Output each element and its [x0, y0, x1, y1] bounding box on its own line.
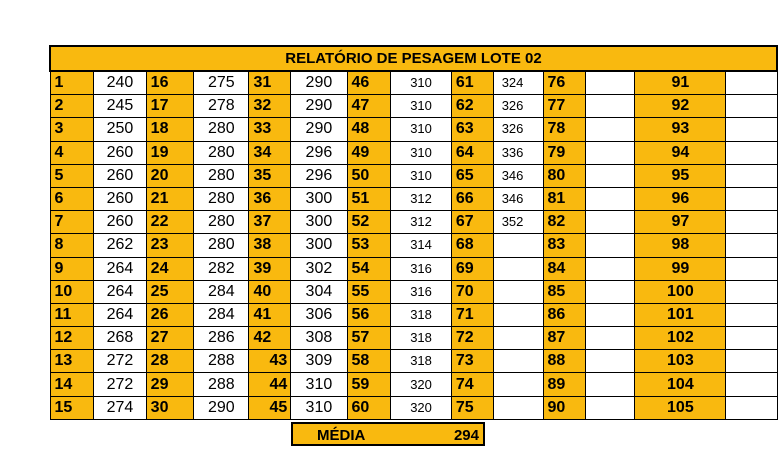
- lot-number-cell: 3: [50, 118, 94, 141]
- lot-number-cell: 63: [451, 118, 493, 141]
- lot-number-cell: 65: [451, 164, 493, 187]
- weight-cell: [493, 280, 543, 303]
- weight-cell: [586, 164, 635, 187]
- weight-cell: 288: [194, 373, 249, 396]
- lot-number-cell: 90: [543, 396, 586, 419]
- lot-number-cell: 72: [451, 327, 493, 350]
- lot-number-cell: 8: [50, 234, 94, 257]
- weight-cell: 260: [94, 164, 146, 187]
- lot-number-cell: 84: [543, 257, 586, 280]
- lot-number-cell: 85: [543, 280, 586, 303]
- weight-cell: 352: [493, 211, 543, 234]
- table-row: [50, 350, 777, 373]
- weight-cell: [586, 187, 635, 210]
- weight-cell: [726, 396, 777, 419]
- weight-cell: 264: [94, 280, 146, 303]
- lot-number-cell: 98: [635, 234, 726, 257]
- average-value: 294: [453, 427, 479, 444]
- lot-number-cell: 1: [50, 71, 94, 95]
- weight-cell: [493, 327, 543, 350]
- lot-number-cell: 81: [543, 187, 586, 210]
- lot-number-cell: 34: [249, 141, 291, 164]
- weight-cell: [586, 257, 635, 280]
- lot-number-cell: 54: [347, 257, 391, 280]
- report-body: [50, 71, 777, 419]
- table-row: [50, 327, 777, 350]
- weight-cell: 346: [493, 187, 543, 210]
- weight-cell: 310: [391, 95, 452, 118]
- lot-number-cell: 60: [347, 396, 391, 419]
- weight-cell: 326: [493, 95, 543, 118]
- lot-number-cell: 25: [146, 280, 193, 303]
- lot-number-cell: 39: [249, 257, 291, 280]
- lot-number-cell: 75: [451, 396, 493, 419]
- lot-number-cell: 76: [543, 71, 586, 95]
- lot-number-cell: 23: [146, 234, 193, 257]
- weight-cell: 310: [391, 118, 452, 141]
- lot-number-cell: 93: [635, 118, 726, 141]
- weight-cell: 288: [194, 350, 249, 373]
- table-row: [50, 71, 777, 95]
- weight-cell: [726, 327, 777, 350]
- weight-cell: [586, 95, 635, 118]
- lot-number-cell: 50: [347, 164, 391, 187]
- weight-cell: [586, 327, 635, 350]
- weight-cell: [726, 280, 777, 303]
- lot-number-cell: 46: [347, 71, 391, 95]
- weight-cell: 282: [194, 257, 249, 280]
- lot-number-cell: 62: [451, 95, 493, 118]
- table-row: [50, 257, 777, 280]
- lot-number-cell: 57: [347, 327, 391, 350]
- weight-cell: 320: [391, 396, 452, 419]
- weight-cell: [586, 118, 635, 141]
- weight-cell: 318: [391, 350, 452, 373]
- lot-number-cell: 27: [146, 327, 193, 350]
- weight-cell: [493, 257, 543, 280]
- weight-cell: 268: [94, 327, 146, 350]
- table-row: [50, 303, 777, 326]
- weight-cell: [586, 71, 635, 95]
- lot-number-cell: 94: [635, 141, 726, 164]
- weight-cell: [493, 373, 543, 396]
- table-row: [50, 187, 777, 210]
- weight-cell: [726, 303, 777, 326]
- weight-cell: [726, 187, 777, 210]
- average-box: [291, 422, 485, 446]
- weight-cell: 346: [493, 164, 543, 187]
- weight-cell: 245: [94, 95, 146, 118]
- weight-cell: 300: [291, 234, 347, 257]
- lot-number-cell: 45: [249, 396, 291, 419]
- table-row: [50, 141, 777, 164]
- lot-number-cell: 96: [635, 187, 726, 210]
- weight-cell: 316: [391, 280, 452, 303]
- lot-number-cell: 40: [249, 280, 291, 303]
- lot-number-cell: 69: [451, 257, 493, 280]
- weight-cell: 280: [194, 141, 249, 164]
- table-row: [50, 280, 777, 303]
- lot-number-cell: 74: [451, 373, 493, 396]
- weight-cell: 240: [94, 71, 146, 95]
- lot-number-cell: 32: [249, 95, 291, 118]
- weight-cell: 336: [493, 141, 543, 164]
- table-row: [50, 211, 777, 234]
- lot-number-cell: 101: [635, 303, 726, 326]
- lot-number-cell: 100: [635, 280, 726, 303]
- lot-number-cell: 55: [347, 280, 391, 303]
- weight-cell: [493, 234, 543, 257]
- lot-number-cell: 33: [249, 118, 291, 141]
- weight-cell: 262: [94, 234, 146, 257]
- weight-cell: 309: [291, 350, 347, 373]
- weight-cell: 318: [391, 327, 452, 350]
- table-row: [50, 118, 777, 141]
- lot-number-cell: 21: [146, 187, 193, 210]
- lot-number-cell: 19: [146, 141, 193, 164]
- lot-number-cell: 61: [451, 71, 493, 95]
- lot-number-cell: 6: [50, 187, 94, 210]
- lot-number-cell: 64: [451, 141, 493, 164]
- weight-cell: 280: [194, 187, 249, 210]
- lot-number-cell: 30: [146, 396, 193, 419]
- lot-number-cell: 18: [146, 118, 193, 141]
- average-label: MÉDIA: [317, 427, 366, 444]
- lot-number-cell: 56: [347, 303, 391, 326]
- lot-number-cell: 53: [347, 234, 391, 257]
- weight-cell: [586, 373, 635, 396]
- lot-number-cell: 83: [543, 234, 586, 257]
- lot-number-cell: 67: [451, 211, 493, 234]
- weight-cell: 324: [493, 71, 543, 95]
- weight-cell: 260: [94, 141, 146, 164]
- lot-number-cell: 29: [146, 373, 193, 396]
- weight-cell: [726, 164, 777, 187]
- weight-cell: [726, 118, 777, 141]
- weight-cell: 264: [94, 303, 146, 326]
- weight-cell: 326: [493, 118, 543, 141]
- lot-number-cell: 12: [50, 327, 94, 350]
- lot-number-cell: 10: [50, 280, 94, 303]
- weight-cell: 286: [194, 327, 249, 350]
- weight-cell: 280: [194, 234, 249, 257]
- weight-cell: 290: [194, 396, 249, 419]
- lot-number-cell: 52: [347, 211, 391, 234]
- weight-cell: 260: [94, 211, 146, 234]
- lot-number-cell: 91: [635, 71, 726, 95]
- weight-cell: 310: [291, 396, 347, 419]
- lot-number-cell: 37: [249, 211, 291, 234]
- weight-cell: [586, 234, 635, 257]
- weight-cell: [726, 141, 777, 164]
- weight-cell: 300: [291, 187, 347, 210]
- lot-number-cell: 88: [543, 350, 586, 373]
- lot-number-cell: 28: [146, 350, 193, 373]
- lot-number-cell: 44: [249, 373, 291, 396]
- lot-number-cell: 5: [50, 164, 94, 187]
- weight-cell: [493, 396, 543, 419]
- lot-number-cell: 70: [451, 280, 493, 303]
- weight-cell: [493, 350, 543, 373]
- weight-cell: 308: [291, 327, 347, 350]
- weight-cell: [586, 350, 635, 373]
- lot-number-cell: 24: [146, 257, 193, 280]
- lot-number-cell: 104: [635, 373, 726, 396]
- lot-number-cell: 87: [543, 327, 586, 350]
- lot-number-cell: 77: [543, 95, 586, 118]
- lot-number-cell: 79: [543, 141, 586, 164]
- lot-number-cell: 47: [347, 95, 391, 118]
- weight-cell: 304: [291, 280, 347, 303]
- weight-cell: 274: [94, 396, 146, 419]
- weight-cell: 300: [291, 211, 347, 234]
- weight-cell: 296: [291, 164, 347, 187]
- table-row: [50, 95, 777, 118]
- lot-number-cell: 2: [50, 95, 94, 118]
- lot-number-cell: 9: [50, 257, 94, 280]
- lot-number-cell: 80: [543, 164, 586, 187]
- lot-number-cell: 11: [50, 303, 94, 326]
- lot-number-cell: 92: [635, 95, 726, 118]
- lot-number-cell: 78: [543, 118, 586, 141]
- lot-number-cell: 4: [50, 141, 94, 164]
- weight-cell: 290: [291, 95, 347, 118]
- lot-number-cell: 20: [146, 164, 193, 187]
- weight-cell: 312: [391, 211, 452, 234]
- weight-cell: [726, 234, 777, 257]
- lot-number-cell: 41: [249, 303, 291, 326]
- weighing-report-table: [49, 45, 778, 420]
- lot-number-cell: 42: [249, 327, 291, 350]
- lot-number-cell: 48: [347, 118, 391, 141]
- weight-cell: 314: [391, 234, 452, 257]
- lot-number-cell: 13: [50, 350, 94, 373]
- lot-number-cell: 17: [146, 95, 193, 118]
- table-row: [50, 164, 777, 187]
- lot-number-cell: 16: [146, 71, 193, 95]
- table-row: [50, 373, 777, 396]
- lot-number-cell: 49: [347, 141, 391, 164]
- lot-number-cell: 15: [50, 396, 94, 419]
- weight-cell: 272: [94, 373, 146, 396]
- weight-cell: [493, 303, 543, 326]
- weight-cell: 280: [194, 211, 249, 234]
- weight-cell: 310: [391, 71, 452, 95]
- lot-number-cell: 97: [635, 211, 726, 234]
- weight-cell: 312: [391, 187, 452, 210]
- weight-cell: 310: [391, 141, 452, 164]
- weight-cell: [586, 303, 635, 326]
- lot-number-cell: 31: [249, 71, 291, 95]
- weight-cell: 250: [94, 118, 146, 141]
- lot-number-cell: 71: [451, 303, 493, 326]
- weight-cell: [586, 280, 635, 303]
- lot-number-cell: 102: [635, 327, 726, 350]
- weight-cell: 290: [291, 71, 347, 95]
- weight-cell: [726, 373, 777, 396]
- weight-cell: [726, 257, 777, 280]
- weight-cell: 284: [194, 303, 249, 326]
- table-row: [50, 234, 777, 257]
- report-title: RELATÓRIO DE PESAGEM LOTE 02: [50, 46, 777, 71]
- weight-cell: 306: [291, 303, 347, 326]
- weight-cell: [586, 211, 635, 234]
- weight-cell: 275: [194, 71, 249, 95]
- weight-cell: 280: [194, 118, 249, 141]
- lot-number-cell: 59: [347, 373, 391, 396]
- lot-number-cell: 89: [543, 373, 586, 396]
- weight-cell: 310: [291, 373, 347, 396]
- weight-cell: 310: [391, 164, 452, 187]
- lot-number-cell: 35: [249, 164, 291, 187]
- lot-number-cell: 14: [50, 373, 94, 396]
- lot-number-cell: 36: [249, 187, 291, 210]
- lot-number-cell: 95: [635, 164, 726, 187]
- weight-cell: [726, 95, 777, 118]
- lot-number-cell: 73: [451, 350, 493, 373]
- lot-number-cell: 38: [249, 234, 291, 257]
- weight-cell: 296: [291, 141, 347, 164]
- lot-number-cell: 105: [635, 396, 726, 419]
- lot-number-cell: 26: [146, 303, 193, 326]
- lot-number-cell: 58: [347, 350, 391, 373]
- weight-cell: [726, 71, 777, 95]
- weight-cell: [586, 396, 635, 419]
- weight-cell: [586, 141, 635, 164]
- weight-cell: 264: [94, 257, 146, 280]
- lot-number-cell: 7: [50, 211, 94, 234]
- lot-number-cell: 99: [635, 257, 726, 280]
- weight-cell: 284: [194, 280, 249, 303]
- weight-cell: 278: [194, 95, 249, 118]
- weight-cell: 260: [94, 187, 146, 210]
- weight-cell: 316: [391, 257, 452, 280]
- weight-cell: [726, 211, 777, 234]
- lot-number-cell: 68: [451, 234, 493, 257]
- weight-cell: 302: [291, 257, 347, 280]
- weight-cell: 280: [194, 164, 249, 187]
- table-row: [50, 396, 777, 419]
- lot-number-cell: 86: [543, 303, 586, 326]
- weight-cell: 320: [391, 373, 452, 396]
- weight-cell: 290: [291, 118, 347, 141]
- weight-cell: 272: [94, 350, 146, 373]
- lot-number-cell: 103: [635, 350, 726, 373]
- lot-number-cell: 22: [146, 211, 193, 234]
- weight-cell: [726, 350, 777, 373]
- lot-number-cell: 82: [543, 211, 586, 234]
- lot-number-cell: 43: [249, 350, 291, 373]
- lot-number-cell: 66: [451, 187, 493, 210]
- weight-cell: 318: [391, 303, 452, 326]
- lot-number-cell: 51: [347, 187, 391, 210]
